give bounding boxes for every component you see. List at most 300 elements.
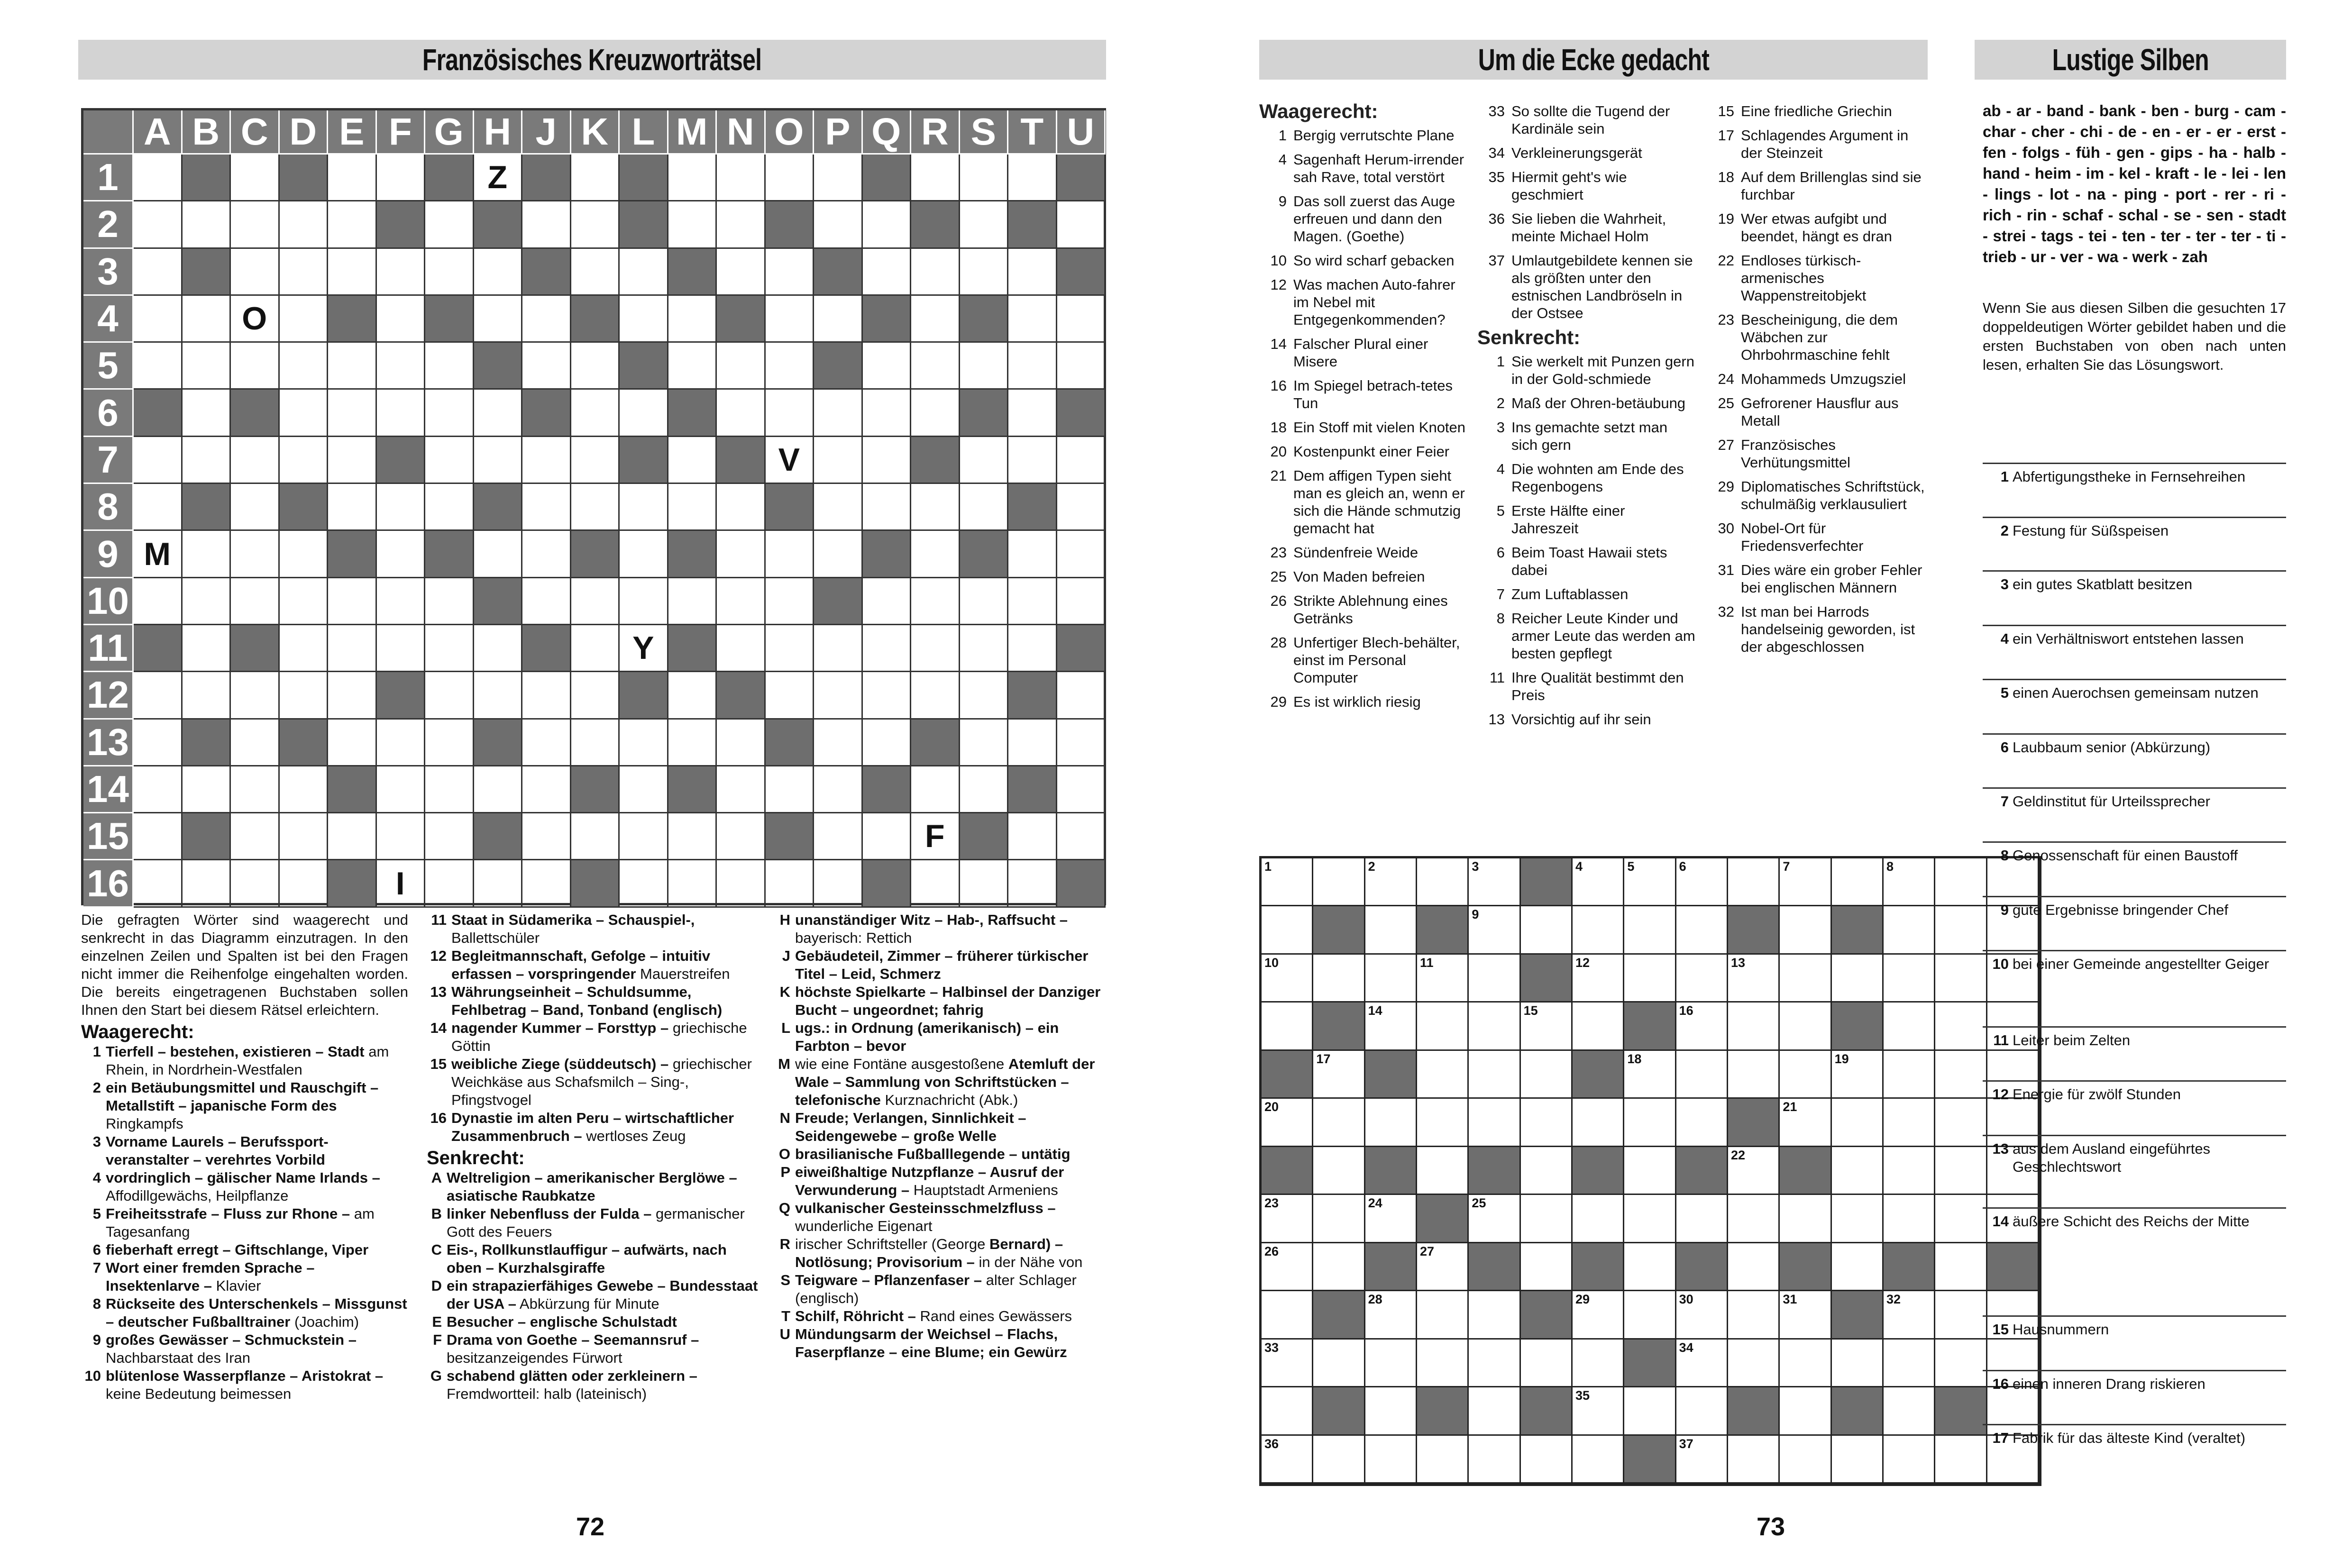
grid-cell[interactable]: [1008, 531, 1057, 578]
grid-cell[interactable]: [571, 343, 620, 390]
grid-cell[interactable]: [1417, 1340, 1469, 1387]
grid-cell[interactable]: [717, 390, 766, 437]
grid-cell[interactable]: [1262, 1436, 1313, 1484]
grid-cell[interactable]: [717, 720, 766, 766]
grid-cell[interactable]: [1884, 1291, 1935, 1339]
answer-slot[interactable]: [1983, 570, 2286, 593]
grid-cell[interactable]: [1624, 955, 1676, 1003]
grid-cell[interactable]: [231, 672, 280, 719]
grid-cell[interactable]: [522, 201, 571, 248]
grid-cell[interactable]: [1417, 1147, 1469, 1195]
grid-cell[interactable]: [183, 343, 231, 390]
grid-cell[interactable]: [183, 531, 231, 578]
grid-cell[interactable]: [1884, 1099, 1935, 1147]
grid-cell[interactable]: [960, 249, 1009, 296]
grid-cell[interactable]: [1521, 1147, 1573, 1195]
grid-cell[interactable]: [474, 672, 523, 719]
grid-cell[interactable]: [911, 484, 960, 531]
given-letter-cell[interactable]: V: [766, 437, 815, 484]
grid-cell[interactable]: [814, 437, 863, 484]
grid-cell[interactable]: [814, 720, 863, 766]
grid-cell[interactable]: [911, 249, 960, 296]
grid-cell[interactable]: [1676, 1436, 1728, 1484]
grid-cell[interactable]: [1365, 1340, 1417, 1387]
grid-cell[interactable]: [1832, 955, 1884, 1003]
grid-cell[interactable]: [1057, 484, 1106, 531]
grid-cell[interactable]: [1676, 906, 1728, 954]
answer-line[interactable]: [1983, 1135, 2286, 1136]
grid-cell[interactable]: [1417, 1003, 1469, 1050]
grid-cell[interactable]: [134, 720, 183, 766]
grid-cell[interactable]: [328, 249, 377, 296]
grid-cell[interactable]: [814, 296, 863, 343]
grid-cell[interactable]: [280, 531, 329, 578]
grid-cell[interactable]: [960, 766, 1009, 813]
grid-cell[interactable]: [620, 484, 668, 531]
grid-cell[interactable]: [328, 201, 377, 248]
grid-cell[interactable]: [571, 720, 620, 766]
grid-cell[interactable]: [1573, 858, 1624, 906]
grid-cell[interactable]: [280, 766, 329, 813]
grid-cell[interactable]: [231, 860, 280, 907]
grid-cell[interactable]: [425, 437, 474, 484]
grid-cell[interactable]: [766, 531, 815, 578]
grid-cell[interactable]: [717, 155, 766, 201]
answer-line[interactable]: [1983, 570, 2286, 572]
grid-cell[interactable]: [231, 531, 280, 578]
grid-cell[interactable]: [1008, 578, 1057, 625]
grid-cell[interactable]: [960, 343, 1009, 390]
grid-cell[interactable]: [1262, 906, 1313, 954]
grid-cell[interactable]: [1780, 1051, 1831, 1099]
grid-cell[interactable]: [911, 155, 960, 201]
grid-cell[interactable]: [911, 343, 960, 390]
grid-cell[interactable]: [425, 860, 474, 907]
grid-cell[interactable]: [1313, 1340, 1365, 1387]
grid-cell[interactable]: [620, 766, 668, 813]
grid-cell[interactable]: [960, 155, 1009, 201]
grid-cell[interactable]: [1365, 1195, 1417, 1243]
grid-cell[interactable]: [960, 437, 1009, 484]
grid-cell[interactable]: [1417, 1291, 1469, 1339]
grid-cell[interactable]: [717, 578, 766, 625]
grid-cell[interactable]: [280, 860, 329, 907]
grid-cell[interactable]: [183, 578, 231, 625]
grid-cell[interactable]: [1728, 1291, 1780, 1339]
grid-cell[interactable]: [183, 860, 231, 907]
given-letter-cell[interactable]: O: [231, 296, 280, 343]
grid-cell[interactable]: [377, 484, 426, 531]
grid-cell[interactable]: [1417, 1051, 1469, 1099]
grid-cell[interactable]: [766, 766, 815, 813]
grid-cell[interactable]: [1676, 1003, 1728, 1050]
grid-cell[interactable]: [766, 390, 815, 437]
grid-cell[interactable]: [1417, 955, 1469, 1003]
answer-line[interactable]: [1983, 1370, 2286, 1371]
grid-cell[interactable]: [1469, 955, 1520, 1003]
grid-cell[interactable]: [231, 720, 280, 766]
grid-cell[interactable]: [1624, 1147, 1676, 1195]
grid-cell[interactable]: [1728, 1003, 1780, 1050]
grid-cell[interactable]: [1008, 625, 1057, 672]
grid-cell[interactable]: [522, 343, 571, 390]
grid-cell[interactable]: [1057, 813, 1106, 860]
answer-slot[interactable]: [1983, 1135, 2286, 1176]
grid-cell[interactable]: [425, 249, 474, 296]
grid-cell[interactable]: [571, 813, 620, 860]
grid-cell[interactable]: [377, 343, 426, 390]
grid-cell[interactable]: [1935, 1147, 1987, 1195]
grid-cell[interactable]: [814, 155, 863, 201]
grid-cell[interactable]: [280, 672, 329, 719]
grid-cell[interactable]: [1728, 1340, 1780, 1387]
grid-cell[interactable]: [1935, 1099, 1987, 1147]
grid-cell[interactable]: [960, 625, 1009, 672]
grid-cell[interactable]: [1573, 906, 1624, 954]
grid-cell[interactable]: [814, 625, 863, 672]
grid-cell[interactable]: [571, 390, 620, 437]
grid-cell[interactable]: [668, 860, 717, 907]
grid-cell[interactable]: [1935, 1243, 1987, 1291]
grid-cell[interactable]: [717, 201, 766, 248]
grid-cell[interactable]: [1262, 858, 1313, 906]
answer-slot[interactable]: [1983, 679, 2286, 702]
given-letter-cell[interactable]: Y: [620, 625, 668, 672]
grid-cell[interactable]: [1676, 1051, 1728, 1099]
answer-slot[interactable]: [1983, 1424, 2286, 1447]
grid-cell[interactable]: [1884, 1387, 1935, 1435]
grid-cell[interactable]: [231, 155, 280, 201]
grid-cell[interactable]: [766, 578, 815, 625]
grid-cell[interactable]: [1417, 858, 1469, 906]
grid-cell[interactable]: [231, 484, 280, 531]
grid-cell[interactable]: [668, 296, 717, 343]
grid-cell[interactable]: [1365, 1003, 1417, 1050]
grid-cell[interactable]: [425, 343, 474, 390]
grid-cell[interactable]: [911, 860, 960, 907]
grid-cell[interactable]: [377, 296, 426, 343]
grid-cell[interactable]: [1935, 1003, 1987, 1050]
grid-cell[interactable]: [766, 343, 815, 390]
answer-line[interactable]: [1983, 950, 2286, 951]
grid-cell[interactable]: [766, 296, 815, 343]
answer-line[interactable]: [1983, 841, 2286, 843]
grid-cell[interactable]: [522, 531, 571, 578]
grid-cell[interactable]: [1262, 1003, 1313, 1050]
grid-cell[interactable]: [1780, 1099, 1831, 1147]
grid-cell[interactable]: [1469, 1340, 1520, 1387]
grid-cell[interactable]: [863, 437, 912, 484]
grid-cell[interactable]: [474, 390, 523, 437]
grid-cell[interactable]: [1676, 955, 1728, 1003]
grid-cell[interactable]: [425, 578, 474, 625]
answer-line[interactable]: [1983, 1026, 2286, 1028]
grid-cell[interactable]: [1469, 1003, 1520, 1050]
grid-cell[interactable]: [280, 813, 329, 860]
grid-cell[interactable]: [1624, 1291, 1676, 1339]
grid-cell[interactable]: [1365, 1099, 1417, 1147]
grid-cell[interactable]: [1365, 1436, 1417, 1484]
grid-cell[interactable]: [328, 484, 377, 531]
grid-cell[interactable]: [1313, 1099, 1365, 1147]
grid-cell[interactable]: [1262, 1099, 1313, 1147]
grid-cell[interactable]: [571, 625, 620, 672]
grid-cell[interactable]: [1057, 578, 1106, 625]
grid-cell[interactable]: [717, 249, 766, 296]
answer-slot[interactable]: [1983, 841, 2286, 865]
grid-cell[interactable]: [571, 578, 620, 625]
grid-cell[interactable]: [328, 343, 377, 390]
grid-cell[interactable]: [668, 578, 717, 625]
grid-cell[interactable]: [474, 296, 523, 343]
grid-cell[interactable]: [1521, 1003, 1573, 1050]
grid-cell[interactable]: [717, 343, 766, 390]
grid-cell[interactable]: [231, 437, 280, 484]
grid-cell[interactable]: [620, 578, 668, 625]
grid-cell[interactable]: [960, 860, 1009, 907]
grid-cell[interactable]: [863, 484, 912, 531]
grid-cell[interactable]: [814, 813, 863, 860]
grid-cell[interactable]: [1313, 858, 1365, 906]
grid-cell[interactable]: [1832, 1340, 1884, 1387]
grid-cell[interactable]: [571, 249, 620, 296]
grid-cell[interactable]: [960, 578, 1009, 625]
grid-cell[interactable]: [571, 484, 620, 531]
grid-cell[interactable]: [911, 766, 960, 813]
grid-cell[interactable]: [571, 437, 620, 484]
grid-cell[interactable]: [474, 249, 523, 296]
grid-cell[interactable]: [1262, 1387, 1313, 1435]
grid-cell[interactable]: [134, 249, 183, 296]
grid-cell[interactable]: [1008, 155, 1057, 201]
grid-cell[interactable]: [1262, 955, 1313, 1003]
grid-cell[interactable]: [1008, 390, 1057, 437]
grid-cell[interactable]: [1469, 1291, 1520, 1339]
grid-cell[interactable]: [620, 390, 668, 437]
grid-cell[interactable]: [1728, 858, 1780, 906]
grid-cell[interactable]: [522, 813, 571, 860]
grid-cell[interactable]: [571, 672, 620, 719]
grid-cell[interactable]: [425, 201, 474, 248]
grid-cell[interactable]: [1521, 1195, 1573, 1243]
grid-cell[interactable]: [425, 672, 474, 719]
grid-cell[interactable]: [1573, 1340, 1624, 1387]
grid-cell[interactable]: [328, 390, 377, 437]
grid-cell[interactable]: [863, 672, 912, 719]
grid-cell[interactable]: [280, 201, 329, 248]
grid-cell[interactable]: [766, 155, 815, 201]
grid-cell[interactable]: [1780, 1340, 1831, 1387]
grid-cell[interactable]: [1469, 1051, 1520, 1099]
grid-cell[interactable]: [766, 625, 815, 672]
grid-cell[interactable]: [183, 390, 231, 437]
grid-cell[interactable]: [1884, 906, 1935, 954]
grid-cell[interactable]: [1728, 1147, 1780, 1195]
grid-cell[interactable]: [1313, 1436, 1365, 1484]
grid-cell[interactable]: [1624, 1051, 1676, 1099]
answer-slot[interactable]: [1983, 1080, 2286, 1103]
grid-cell[interactable]: [425, 484, 474, 531]
grid-cell[interactable]: [1573, 1387, 1624, 1435]
grid-cell[interactable]: [1676, 858, 1728, 906]
grid-cell[interactable]: [280, 578, 329, 625]
grid-cell[interactable]: [522, 296, 571, 343]
grid-cell[interactable]: [377, 390, 426, 437]
grid-cell[interactable]: [1780, 1387, 1831, 1435]
answer-slot[interactable]: [1983, 733, 2286, 757]
given-letter-cell[interactable]: F: [911, 813, 960, 860]
grid-cell[interactable]: [1521, 1436, 1573, 1484]
grid-cell[interactable]: [474, 437, 523, 484]
grid-cell[interactable]: [183, 625, 231, 672]
grid-cell[interactable]: [183, 766, 231, 813]
grid-cell[interactable]: [231, 766, 280, 813]
grid-cell[interactable]: [377, 155, 426, 201]
grid-cell[interactable]: [911, 296, 960, 343]
grid-cell[interactable]: [717, 860, 766, 907]
grid-cell[interactable]: [1884, 1340, 1935, 1387]
grid-cell[interactable]: [134, 296, 183, 343]
answer-slot[interactable]: [1983, 1315, 2286, 1339]
answer-slot[interactable]: [1983, 1026, 2286, 1049]
grid-cell[interactable]: [1417, 1099, 1469, 1147]
grid-cell[interactable]: [1469, 858, 1520, 906]
grid-cell[interactable]: [1624, 1387, 1676, 1435]
grid-cell[interactable]: [1728, 1436, 1780, 1484]
answer-slot[interactable]: [1983, 1370, 2286, 1393]
grid-cell[interactable]: [1832, 1436, 1884, 1484]
grid-cell[interactable]: [1676, 1195, 1728, 1243]
grid-cell[interactable]: [280, 390, 329, 437]
grid-cell[interactable]: [280, 296, 329, 343]
grid-cell[interactable]: [814, 390, 863, 437]
grid-cell[interactable]: [1262, 1243, 1313, 1291]
grid-cell[interactable]: [668, 720, 717, 766]
grid-cell[interactable]: [1935, 955, 1987, 1003]
grid-cell[interactable]: [231, 578, 280, 625]
grid-cell[interactable]: [134, 578, 183, 625]
grid-cell[interactable]: [425, 813, 474, 860]
given-letter-cell[interactable]: Z: [474, 155, 523, 201]
grid-cell[interactable]: [1008, 720, 1057, 766]
grid-cell[interactable]: [1832, 1051, 1884, 1099]
grid-cell[interactable]: [1008, 296, 1057, 343]
grid-cell[interactable]: [1057, 343, 1106, 390]
grid-cell[interactable]: [134, 672, 183, 719]
grid-cell[interactable]: [1057, 437, 1106, 484]
grid-cell[interactable]: [960, 484, 1009, 531]
grid-cell[interactable]: [1935, 906, 1987, 954]
grid-cell[interactable]: [1262, 1340, 1313, 1387]
grid-cell[interactable]: [1469, 1099, 1520, 1147]
grid-cell[interactable]: [1313, 1147, 1365, 1195]
answer-slot[interactable]: [1983, 625, 2286, 648]
grid-cell[interactable]: [1884, 1195, 1935, 1243]
grid-cell[interactable]: [134, 437, 183, 484]
grid-cell[interactable]: [328, 437, 377, 484]
grid-cell[interactable]: [1573, 1291, 1624, 1339]
grid-cell[interactable]: [717, 625, 766, 672]
grid-cell[interactable]: [1573, 1099, 1624, 1147]
grid-cell[interactable]: [1935, 1051, 1987, 1099]
grid-cell[interactable]: [280, 343, 329, 390]
grid-cell[interactable]: [1780, 955, 1831, 1003]
grid-cell[interactable]: [377, 813, 426, 860]
answer-line[interactable]: [1983, 896, 2286, 897]
grid-cell[interactable]: [1832, 1243, 1884, 1291]
grid-cell[interactable]: [1780, 1195, 1831, 1243]
grid-cell[interactable]: [377, 531, 426, 578]
grid-cell[interactable]: [863, 625, 912, 672]
grid-cell[interactable]: [377, 625, 426, 672]
grid-cell[interactable]: [134, 484, 183, 531]
grid-cell[interactable]: [377, 720, 426, 766]
grid-cell[interactable]: [231, 249, 280, 296]
grid-cell[interactable]: [620, 531, 668, 578]
grid-cell[interactable]: [863, 201, 912, 248]
grid-cell[interactable]: [863, 343, 912, 390]
grid-cell[interactable]: [863, 720, 912, 766]
grid-cell[interactable]: [134, 343, 183, 390]
grid-cell[interactable]: [1262, 1291, 1313, 1339]
grid-cell[interactable]: [814, 860, 863, 907]
grid-cell[interactable]: [1469, 1436, 1520, 1484]
grid-cell[interactable]: [328, 813, 377, 860]
grid-cell[interactable]: [1057, 201, 1106, 248]
grid-cell[interactable]: [328, 720, 377, 766]
grid-cell[interactable]: [280, 625, 329, 672]
grid-cell[interactable]: [1884, 1051, 1935, 1099]
grid-cell[interactable]: [668, 484, 717, 531]
grid-cell[interactable]: [522, 860, 571, 907]
grid-cell[interactable]: [766, 249, 815, 296]
grid-cell[interactable]: [1884, 1003, 1935, 1050]
grid-cell[interactable]: [1573, 955, 1624, 1003]
grid-cell[interactable]: [1521, 1340, 1573, 1387]
grid-cell[interactable]: [425, 390, 474, 437]
grid-cell[interactable]: [717, 484, 766, 531]
grid-cell[interactable]: [1573, 1003, 1624, 1050]
grid-cell[interactable]: [863, 578, 912, 625]
grid-cell[interactable]: [1728, 1243, 1780, 1291]
grid-cell[interactable]: [620, 249, 668, 296]
grid-cell[interactable]: [1624, 858, 1676, 906]
grid-cell[interactable]: [863, 390, 912, 437]
grid-cell[interactable]: [814, 766, 863, 813]
grid-cell[interactable]: [425, 766, 474, 813]
grid-cell[interactable]: [668, 437, 717, 484]
grid-cell[interactable]: [668, 343, 717, 390]
grid-cell[interactable]: [474, 625, 523, 672]
grid-cell[interactable]: [280, 437, 329, 484]
grid-cell[interactable]: [1884, 1436, 1935, 1484]
grid-cell[interactable]: [1057, 766, 1106, 813]
grid-cell[interactable]: [1365, 1291, 1417, 1339]
grid-cell[interactable]: [1884, 955, 1935, 1003]
grid-cell[interactable]: [1832, 1195, 1884, 1243]
grid-cell[interactable]: [377, 249, 426, 296]
grid-cell[interactable]: [328, 578, 377, 625]
grid-cell[interactable]: [911, 390, 960, 437]
grid-cell[interactable]: [668, 672, 717, 719]
grid-cell[interactable]: [620, 860, 668, 907]
grid-cell[interactable]: [134, 155, 183, 201]
answer-slot[interactable]: [1983, 950, 2286, 973]
grid-cell[interactable]: [1780, 906, 1831, 954]
grid-cell[interactable]: [1008, 813, 1057, 860]
grid-cell[interactable]: [571, 155, 620, 201]
grid-cell[interactable]: [522, 578, 571, 625]
